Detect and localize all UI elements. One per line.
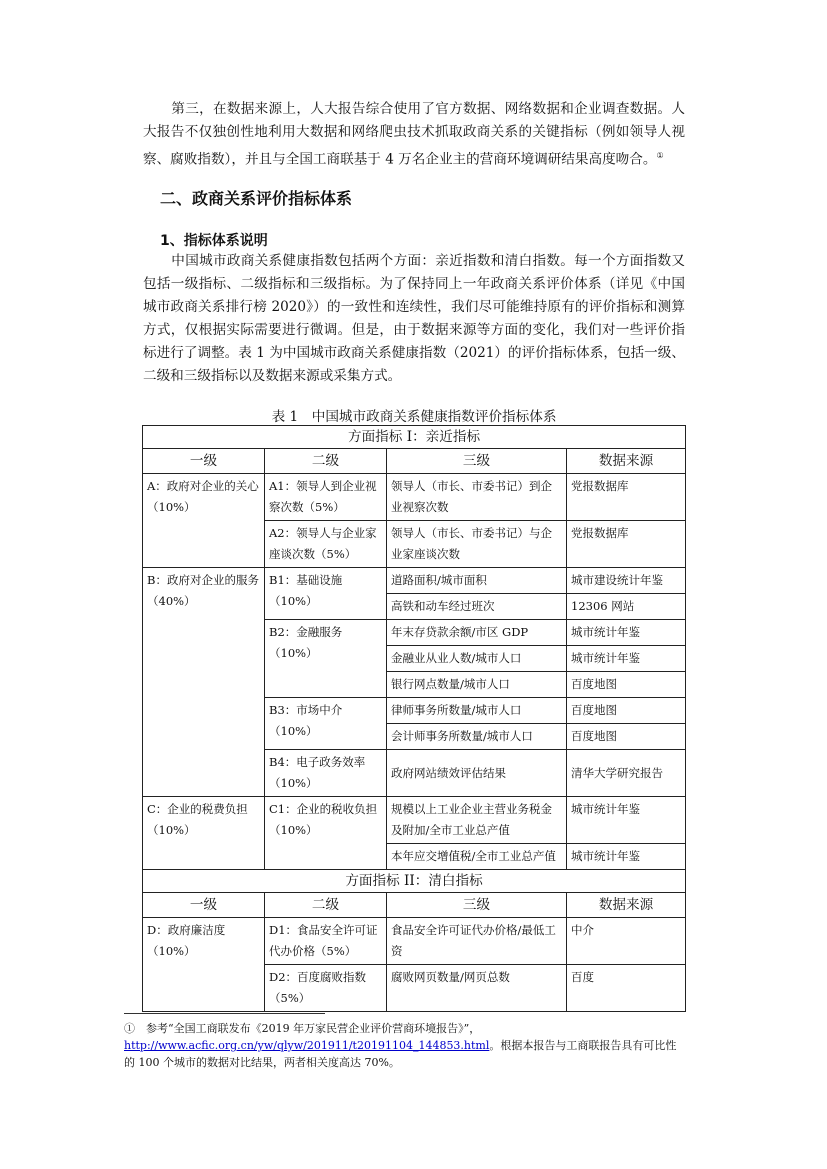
column-header-level2: 二级 [265,893,387,918]
paragraph-data-sources: 第三，在数据来源上，人大报告综合使用了官方数据、网络数据和企业调查数据。人大报告不仅独创性地利用大数据和网络爬虫技术抓取政商关系的关键指标（例如领导人视察、腐败指数），并且与全国工商联基于 4 万名企业主的营商环境调研结果高度吻合。① [143,101,685,168]
column-header-level1: 一级 [143,893,265,918]
index-system-table [142,425,686,1012]
level3-cell: 本年应交增值税/全市工业总产值 [387,844,567,870]
level2-cell: B3：市场中介（10%） [265,698,387,750]
level2-cell: B1：基础设施（10%） [265,568,387,620]
level2-cell: B4：电子政务效率（10%） [265,750,387,797]
source-cell: 中介 [567,918,686,965]
level3-cell: 高铁和动车经过班次 [387,594,567,620]
level2-cell: C1：企业的税收负担（10%） [265,797,387,870]
column-header-level3: 三级 [387,893,567,918]
source-cell: 百度地图 [567,724,686,750]
level1-cell: A：政府对企业的关心（10%） [143,474,265,568]
level2-cell: A2：领导人与企业家座谈次数（5%） [265,521,387,568]
table-row [143,797,686,844]
source-cell: 党报数据库 [567,474,686,521]
source-cell: 城市统计年鉴 [567,646,686,672]
level3-cell: 道路面积/城市面积 [387,568,567,594]
level3-cell: 年末存贷款余额/市区 GDP [387,620,567,646]
level3-cell: 政府网站绩效评估结果 [387,750,567,797]
level3-cell: 金融业从业人数/城市人口 [387,646,567,672]
level2-cell: A1：领导人到企业视察次数（5%） [265,474,387,521]
footnote-reference[interactable]: ① [656,151,664,160]
table-caption: 表 1 中国城市政商关系健康指数评价指标体系 [271,409,557,425]
table-row [143,426,686,449]
footnote: ① 参考“全国工商联发布《2019 年万家民营企业评价营商环境报告》”， http://www.acfic.org.cn/yw/qlyw/201911/t20191104_144853.html。根据本报告与工商联报告具有可比性的 100 个城市的数据对比结果，两者相关度高达 70%。 [124,1022,677,1069]
level2-cell: D1：食品安全许可证代办价格（5%） [265,918,387,965]
subsection-heading: 1、指标体系说明 [160,233,268,249]
source-cell: 城市建设统计年鉴 [567,568,686,594]
source-cell: 百度地图 [567,698,686,724]
table-header-row [143,893,686,918]
column-header-level2: 二级 [265,449,387,474]
section-header-closeness: 方面指标 I：亲近指标 [143,426,686,449]
level1-cell: C：企业的税费负担（10%） [143,797,265,870]
column-header-source: 数据来源 [567,449,686,474]
source-cell: 城市统计年鉴 [567,620,686,646]
column-header-level1: 一级 [143,449,265,474]
level3-cell: 规模以上工业企业主营业务税金及附加/全市工业总产值 [387,797,567,844]
level3-cell: 腐败网页数量/网页总数 [387,965,567,1012]
table-row [143,474,686,521]
source-cell: 12306 网站 [567,594,686,620]
source-cell: 百度 [567,965,686,1012]
source-cell: 党报数据库 [567,521,686,568]
footnote-link[interactable]: http://www.acfic.org.cn/yw/qlyw/201911/t20191104_144853.html [124,1039,490,1052]
level2-cell: D2：百度腐败指数（5%） [265,965,387,1012]
column-header-source: 数据来源 [567,893,686,918]
table-header-row [143,449,686,474]
level3-cell: 食品安全许可证代办价格/最低工资 [387,918,567,965]
level3-cell: 领导人（市长、市委书记）与企业家座谈次数 [387,521,567,568]
footnote-divider [124,1013,325,1014]
source-cell: 城市统计年鉴 [567,797,686,844]
column-header-level3: 三级 [387,449,567,474]
table-row [143,870,686,893]
level3-cell: 银行网点数量/城市人口 [387,672,567,698]
source-cell: 城市统计年鉴 [567,844,686,870]
section-heading: 二、政商关系评价指标体系 [160,189,353,208]
source-cell: 清华大学研究报告 [567,750,686,797]
level3-cell: 律师事务所数量/城市人口 [387,698,567,724]
table-row [143,918,686,965]
level1-cell: B：政府对企业的服务（40%） [143,568,265,797]
level2-cell: B2：金融服务（10%） [265,620,387,698]
section-header-integrity: 方面指标 II：清白指标 [143,870,686,893]
footnote-mark: ① [124,1022,135,1035]
level3-cell: 会计师事务所数量/城市人口 [387,724,567,750]
table-row [143,568,686,594]
paragraph-index-description: 中国城市政商关系健康指数包括两个方面：亲近指数和清白指数。每一个方面指数又包括一级指标、二级指标和三级指标。为了保持同上一年政商关系评价体系（详见《中国城市政商关系排行榜 2020》）的一致性和连续性，我们尽可能维持原有的评价指标和测算方式，仅根据实际需要进行微调。但是，由于数据来源等方面的变化，我们对一些评价指标进行了调整。表 1 为中国城市政商关系健康指数（2021）的评价指标体系，包括一级、二级和三级指标以及数据来源或采集方式。 [143,253,685,384]
level1-cell: D：政府廉洁度（10%） [143,918,265,1012]
source-cell: 百度地图 [567,672,686,698]
level3-cell: 领导人（市长、市委书记）到企业视察次数 [387,474,567,521]
